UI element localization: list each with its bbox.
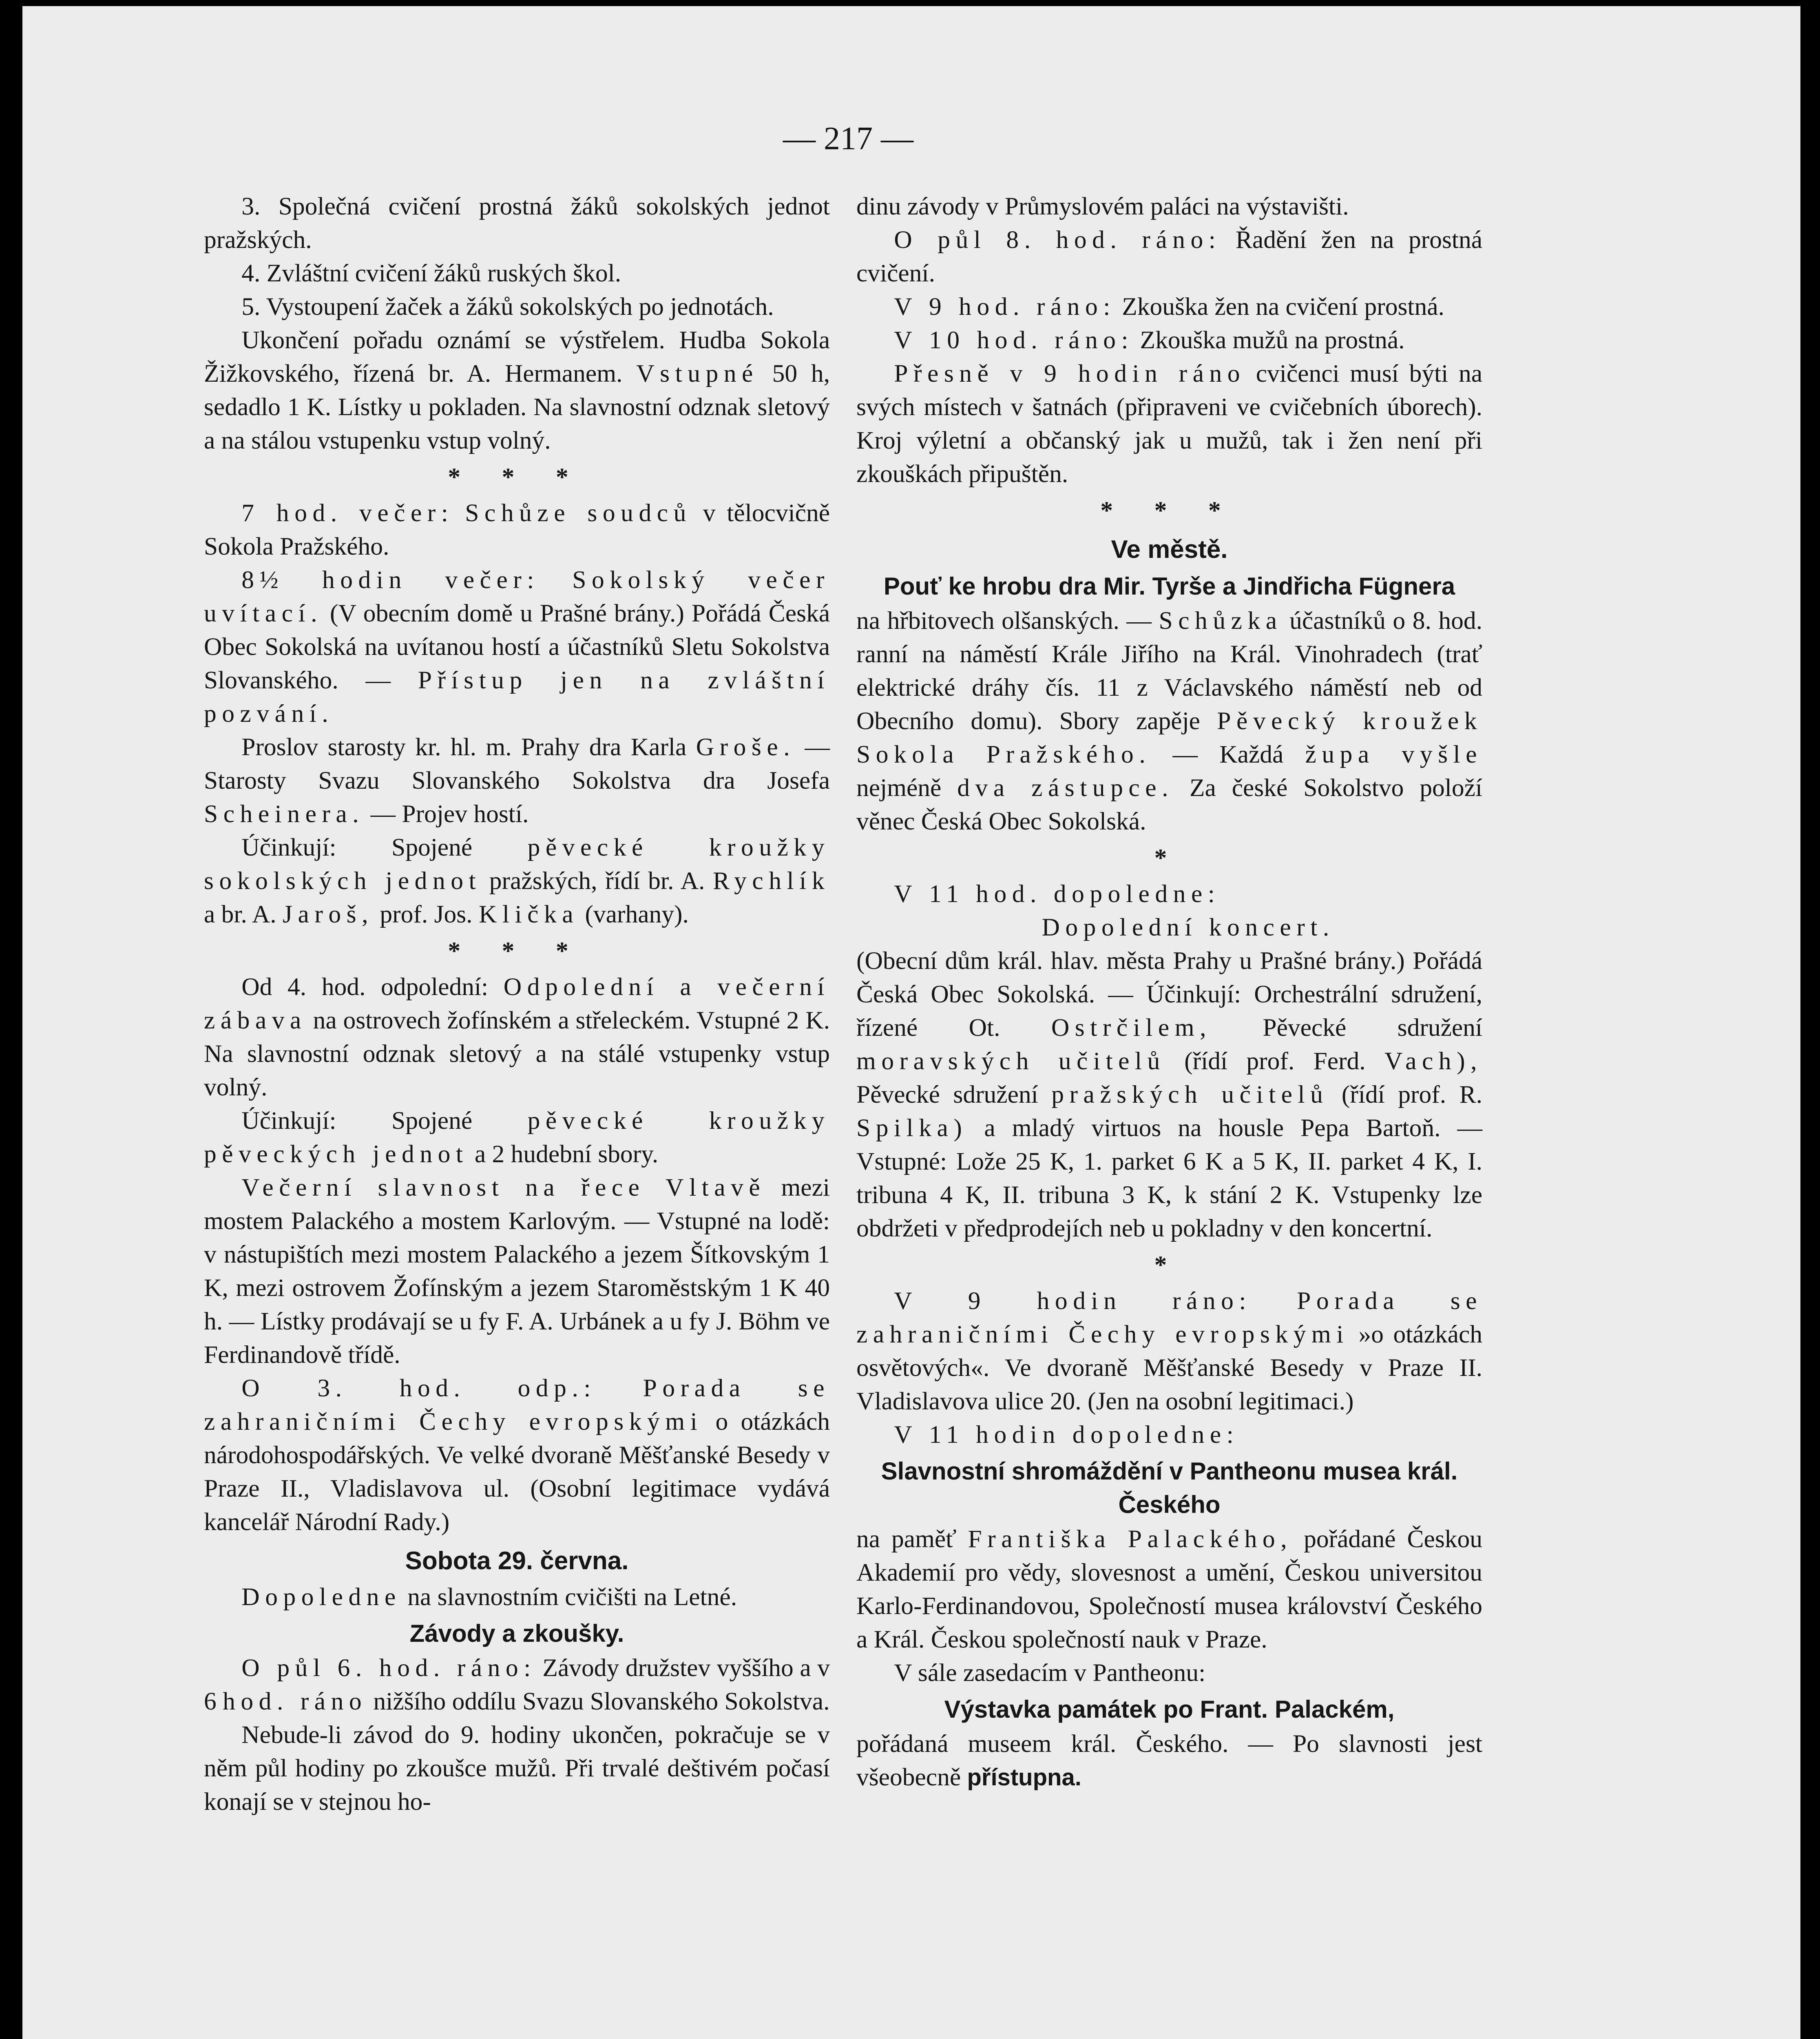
paragraph: O půl 6. hod. ráno: Závody družstev vyššího a v 6 hod. ráno nižšího oddílu Svazu Slovanského Sokolstva. [204,1654,830,1715]
paragraph: V sále zasedacím v Pantheonu: [894,1659,1206,1687]
paragraph: Ukončení pořadu oznámí se výstřelem. Hudba Sokola Žižkovského, řízená br. A. Hermanem. Vstupné 50 h, sedadlo 1 K. Lístky u pokladen. Na slavnostní odznak sletový a na stálou vstupenku vstup volný. [204,326,830,454]
subheading-competitions: Závody a zkoušky. [409,1620,624,1647]
section-separator-stars: * * * [448,463,586,491]
paragraph: Od 4. hod. odpolední: Odpolední a večerní zábava na ostrovech žofínském a střeleckém. Vstupné 2 K. Na slavnostní odznak sletový a na stálé vstupenky vstup volný. [204,973,830,1101]
paragraph: na hřbitovech olšanských. — Schůzka účastníků o 8. hod. ranní na náměstí Krále Jiřího na Král. Vinohradech (trať elektrické dráhy čís. 11 z Václavského náměstí neb od Obecního domu). Sbory zapěje Pěvecký kroužek Sokola Pražského. — Každá župa vyšle nejméně dva zástupce. Za české Sokolstvo položí věnec Česká Obec Sokolská. [856,607,1483,835]
subheading-pantheon: Slavnostní shromáždění v Pantheonu musea král. Českého [881,1457,1458,1518]
paragraph: Proslov starosty kr. hl. m. Prahy dra Karla Groše. — Starosty Svazu Slovanského Sokolstva dra Josefa Scheinera. — Projev hostí. [204,733,830,828]
section-heading-city: Ve městě. [1111,535,1228,564]
section-separator-star: * [1154,1251,1185,1279]
paragraph: O 3. hod. odp.: Porada se zahraničními Čechy evropskými o otázkách národohospodářských. Ve velké dvoraně Měšťanské Besedy v Praze II., Vladislavova ul. (Osobní legitimace vydává kancelář Národní Rady.) [204,1374,830,1536]
paragraph: V 9 hod. ráno: Zkouška žen na cvičení prostná. [894,293,1444,321]
document-page [22,6,1800,2039]
paragraph: Přesně v 9 hodin ráno cvičenci musí býti na svých místech v šatnách (připraveni ve cvičebních úborech). Kroj výletní a občanský jak u mužů, tak i žen není při zkouškách připuštěn. [856,360,1483,488]
subheading-exhibition: Výstavka památek po Frant. Palackém, [944,1696,1395,1723]
subheading-pilgrimage: Pouť ke hrobu dra Mir. Tyrše a Jindřicha Fügnera [883,573,1455,600]
section-heading-saturday: Sobota 29. června. [405,1547,629,1575]
paragraph: V 10 hod. ráno: Zkouška mužů na prostná. [894,326,1405,354]
paragraph: (Obecní dům král. hlav. města Prahy u Prašné brány.) Pořádá Česká Obec Sokolská. — Účinkují: Orchestrální sdružení, řízené Ot. Ostrčilem, Pěvecké sdružení moravských učitelů (řídí prof. Ferd. Vach), Pěvecké sdružení pražských učitelů (řídí prof. R. Spilka) a mladý virtuos na housle Pepa Bartoň. — Vstupné: Lože 25 K, 1. parket 6 K a 5 K, II. parket 4 K, I. tribuna 4 K, II. tribuna 3 K, k stání 2 K. Vstupenky lze obdržeti v předprodejích neb u pokladny v den koncertní. [856,947,1483,1242]
paragraph: Účinkují: Spojené pěvecké kroužky sokolských jednot pražských, řídí br. A. Rychlík a br. A. Jaroš, prof. Jos. Klička (varhany). [204,834,830,928]
paragraph: Večerní slavnost na řece Vltavě mezi mostem Palackého a mostem Karlovým. — Vstupné na lodě: v nástupištích mezi mostem Palackého a jezem Šítkovským 1 K, mezi ostrovem Žofínským a jezem Staroměstským 1 K 40 h. — Lístky prodávají se u fy F. A. Urbánek a u fy J. Böhm ve Ferdinandově třídě. [204,1174,830,1369]
section-separator-stars: * * * [1100,497,1238,524]
section-separator-stars: * * * [448,937,586,965]
paragraph: Dopoledne na slavnostním cvičišti na Letné. [241,1583,737,1611]
paragraph: O půl 8. hod. ráno: Řadění žen na prostná cvičení. [856,226,1483,287]
paragraph: dinu závody v Průmyslovém paláci na výstavišti. [856,192,1349,220]
paragraph: 3. Společná cvičení prostná žáků sokolských jednot pražských. [204,192,830,254]
section-separator-star: * [1154,844,1185,872]
paragraph: V 11 hodin dopoledne: [894,1421,1239,1449]
paragraph: pořádaná museem král. Českého. — Po slavnosti jest všeobecně přístupna. [856,1730,1482,1791]
paragraph: V 9 hodin ráno: Porada se zahraničními Čechy evropskými »o otázkách osvětových«. Ve dvoraně Měšťanské Besedy v Praze II. Vladislavova ulice 20. (Jen na osobní legitimaci.) [856,1287,1483,1415]
concert-title: Dopolední koncert. [1042,913,1335,941]
paragraph: 5. Vystoupení žaček a žáků sokolských po jednotách. [241,293,774,321]
left-column [204,190,830,1818]
paragraph: Nebude-li závod do 9. hodiny ukončen, pokračuje se v něm půl hodiny po zkoušce mužů. Při trvalé deštivém počasí konají se v stejnou ho- [204,1721,830,1816]
paragraph: 4. Zvláštní cvičení žáků ruských škol. [241,259,621,287]
right-column [856,190,1482,1794]
paragraph: Účinkují: Spojené pěvecké kroužky pěveckých jednot a 2 hudební sbory. [204,1107,830,1168]
page-number: — 217 — [783,121,913,157]
paragraph: 8½ hodin večer: Sokolský večer uvítací. (V obecním domě u Prašné brány.) Pořádá Česká Obec Sokolská na uvítanou hostí a účastníků Sletu Sokolstva Slovanského. — Přístup jen na zvláštní pozvání. [204,566,830,728]
paragraph: na paměť Františka Palackého, pořádané Českou Akademií pro vědy, slovesnost a umění, Českou universitou Karlo-Ferdinandovou, Společností musea království Českého a Král. Českou společností nauk v Praze. [856,1525,1483,1653]
paragraph: V 11 hod. dopoledne: [894,880,1221,908]
paragraph: 7 hod. večer: Schůze soudců v tělocvičně Sokola Pražského. [204,499,830,560]
